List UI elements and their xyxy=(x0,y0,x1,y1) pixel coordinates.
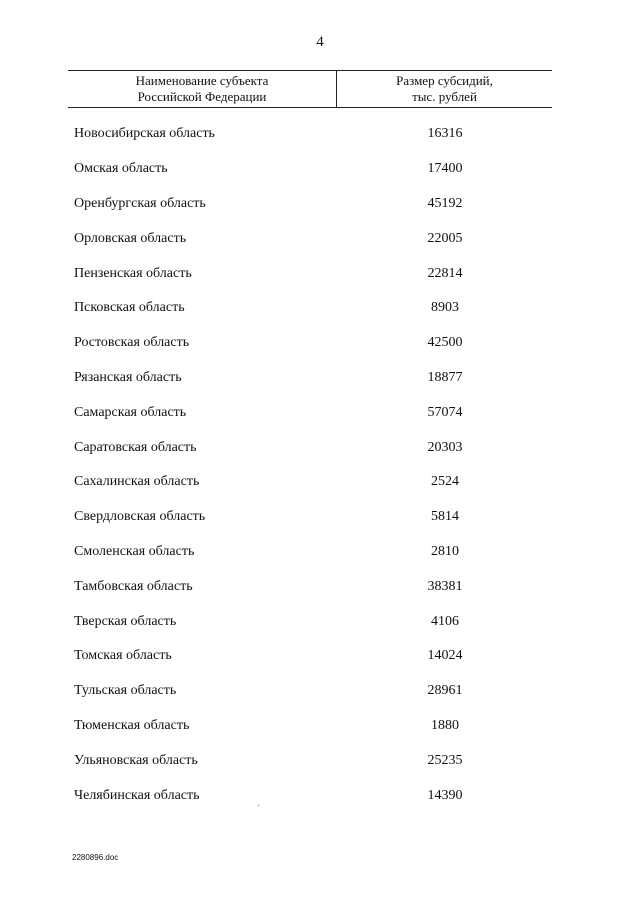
region-name-cell: Смоленская область xyxy=(74,543,195,559)
region-name-cell: Саратовская область xyxy=(74,439,197,455)
subsidy-value-cell: 16316 xyxy=(427,126,463,142)
subsidy-value-cell: 57074 xyxy=(427,404,463,420)
region-name-cell: Орловская область xyxy=(74,230,187,246)
region-name-cell: Томская область xyxy=(74,648,172,664)
region-name-cell: Оренбургская область xyxy=(74,195,206,211)
subsidy-value-cell: 5814 xyxy=(431,509,459,525)
table-row xyxy=(68,430,552,465)
subsidy-value-cell: 17400 xyxy=(427,161,463,177)
table-row xyxy=(68,361,552,396)
table-row xyxy=(68,465,552,500)
region-name-cell: Свердловская область xyxy=(74,509,206,525)
subsidy-value-cell: 25235 xyxy=(427,752,463,768)
table-row xyxy=(68,117,552,152)
subsidy-value-cell: 45192 xyxy=(427,195,463,211)
region-name-cell: Сахалинская область xyxy=(74,474,200,490)
region-name-cell: Ульяновская область xyxy=(74,752,198,768)
table-header xyxy=(68,70,552,108)
table-row xyxy=(68,500,552,535)
region-name-cell: Новосибирская область xyxy=(74,126,215,142)
region-name-cell: Пензенская область xyxy=(74,265,192,281)
subsidy-value-cell: 20303 xyxy=(427,439,463,455)
column-header-subsidy-amount-line1: Размер субсидий, xyxy=(396,73,493,88)
subsidy-value-cell: 28961 xyxy=(427,683,463,699)
subsidy-value-cell: 4106 xyxy=(431,613,459,629)
table-row xyxy=(68,709,552,744)
table-row xyxy=(68,256,552,291)
region-name-cell: Омская область xyxy=(74,161,168,177)
table-row xyxy=(68,291,552,326)
page-number: 4 xyxy=(316,34,324,50)
region-name-cell: Тульская область xyxy=(74,683,177,699)
table-row xyxy=(68,152,552,187)
table-row xyxy=(68,778,552,813)
region-name-cell: Рязанская область xyxy=(74,369,182,385)
region-name-cell: Самарская область xyxy=(74,404,187,420)
table-row xyxy=(68,326,552,361)
table-row xyxy=(68,395,552,430)
table-row xyxy=(68,639,552,674)
subsidy-value-cell: 1880 xyxy=(431,717,459,733)
region-name-cell: Тверская область xyxy=(74,613,177,629)
subsidy-value-cell: 22814 xyxy=(427,265,463,281)
scan-speck xyxy=(258,805,259,806)
region-name-cell: Тамбовская область xyxy=(74,578,193,594)
subsidy-value-cell: 18877 xyxy=(427,369,463,385)
subsidy-value-cell: 22005 xyxy=(427,230,463,246)
region-name-cell: Псковская область xyxy=(74,300,185,316)
column-header-subsidy-amount xyxy=(337,71,552,107)
subsidy-value-cell: 14390 xyxy=(427,787,463,803)
table-row xyxy=(68,569,552,604)
subsidy-value-cell: 38381 xyxy=(427,578,463,594)
subsidy-value-cell: 42500 xyxy=(427,335,463,351)
column-header-region-name xyxy=(68,71,337,107)
subsidy-value-cell: 14024 xyxy=(427,648,463,664)
table-row xyxy=(68,743,552,778)
region-name-cell: Челябинская область xyxy=(74,787,200,803)
column-header-subsidy-amount-line2: тыс. рублей xyxy=(412,89,477,104)
table-row xyxy=(68,187,552,222)
subsidy-value-cell: 8903 xyxy=(431,300,459,316)
table-row xyxy=(68,604,552,639)
subsidy-value-cell: 2810 xyxy=(431,543,459,559)
subsidy-value-cell: 2524 xyxy=(431,474,459,490)
region-name-cell: Тюменская область xyxy=(74,717,190,733)
region-name-cell: Ростовская область xyxy=(74,335,190,351)
table-body xyxy=(68,117,552,813)
table-row xyxy=(68,221,552,256)
column-header-region-name-line1: Наименование субъекта xyxy=(135,73,269,88)
table-row xyxy=(68,674,552,709)
column-header-region-name-line2: Российской Федерации xyxy=(137,89,267,104)
table-row xyxy=(68,535,552,570)
footer-filename: 2280896.doc xyxy=(72,853,119,862)
